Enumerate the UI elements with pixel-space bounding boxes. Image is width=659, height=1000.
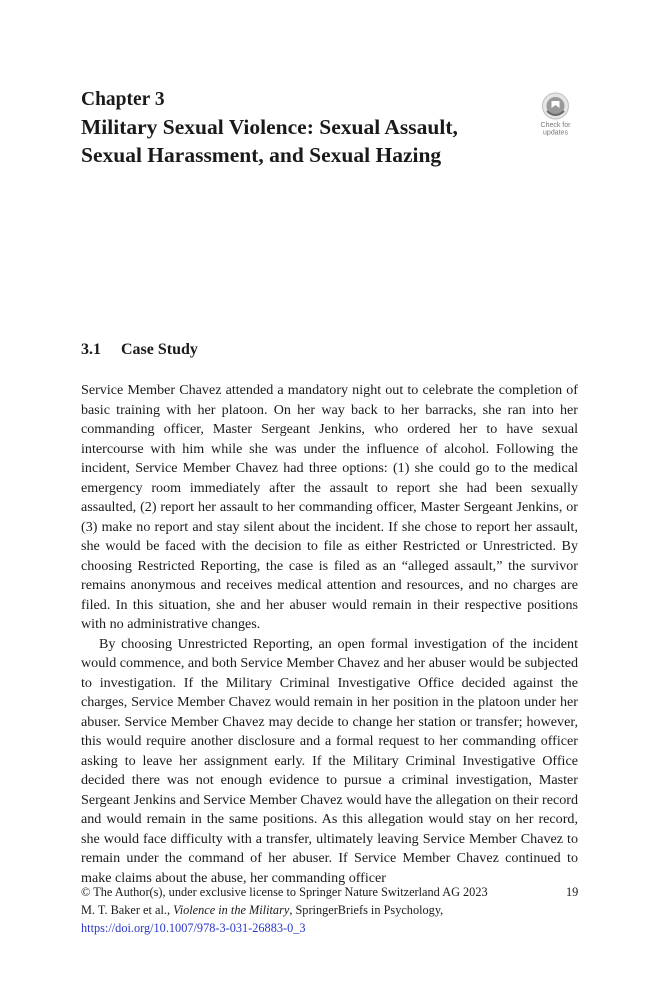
citation-authors: M. T. Baker et al.,: [81, 903, 174, 917]
section-title: Case Study: [121, 341, 198, 358]
section-number: 3.1: [81, 341, 101, 358]
copyright-line: © The Author(s), under exclusive license to Springer Nature Switzerland AG 2023: [81, 885, 488, 899]
paragraph-2: By choosing Unrestricted Reporting, an open formal investigation of the incident would commence, and both Service Member Chavez and her abuser would be subjected to investigation. If the Military Criminal Investigative Office decided against the charges, Service Member Chavez would remain in her position in the platoon under her abuser. Service Member Chavez may decide to change her station or transfer; however, this would require another disclosure and a formal request to her commanding officer asking to leave her assignment early. If the Military Criminal Investigative Office decided there was not enough evidence to pursue a criminal investigation, Master Sergeant Jenkins and Service Member Chavez would have the allegation on their record and would remain in the same positions. As this allegation would stay on her record, she would face difficulty with a transfer, ultimately leaving Service Member Chavez to remain under the command of her abuser. If Service Member Chavez continued to make claims about the abuse, her commanding officer: [81, 635, 578, 886]
check-updates-line1: Check for: [540, 122, 571, 129]
doi-link[interactable]: https://doi.org/10.1007/978-3-031-26883-0_3: [81, 921, 306, 935]
crossmark-icon: [535, 91, 576, 138]
chapter-label: Chapter 3: [81, 89, 165, 110]
doi-line: [81, 919, 578, 937]
footer: [81, 883, 578, 937]
body-text: [81, 381, 578, 888]
paragraph-1: Service Member Chavez attended a mandatory night out to celebrate the completion of basic training with her platoon. On her way back to her barracks, she ran into her commanding officer, Master Sergeant Jenkins, who ordered her to have sexual intercourse with him while she was under the influence of alcohol. Following the incident, Service Member Chavez had three options: (1) she could go to the medical emergency room immediately after the assault to report she had been sexually assaulted, (2) report her assault to her commanding officer, Master Sergeant Jenkins, or (3) make no report and stay silent about the incident. If she chose to report her assault, she would be faced with the decision to file as either Restricted or Unrestricted. By choosing Restricted Reporting, the case is filed as an “alleged assault,” the survivor remains anonymous and receives medical attention and resources, and no charges are filed. In this situation, she and her abuser would remain in their respective positions with no administrative changes.: [81, 382, 578, 632]
check-updates-line2: updates: [543, 129, 568, 137]
check-for-updates-badge[interactable]: [535, 91, 576, 138]
citation-line: [81, 901, 578, 919]
chapter-title: Military Sexual Violence: Sexual Assault, Sexual Harassment, and Sexual Hazing: [81, 115, 458, 167]
page-number: 19: [566, 885, 579, 899]
series-name: , SpringerBriefs in Psychology,: [289, 903, 444, 917]
book-title: Violence in the Military: [173, 903, 290, 917]
section-heading: [81, 339, 198, 361]
